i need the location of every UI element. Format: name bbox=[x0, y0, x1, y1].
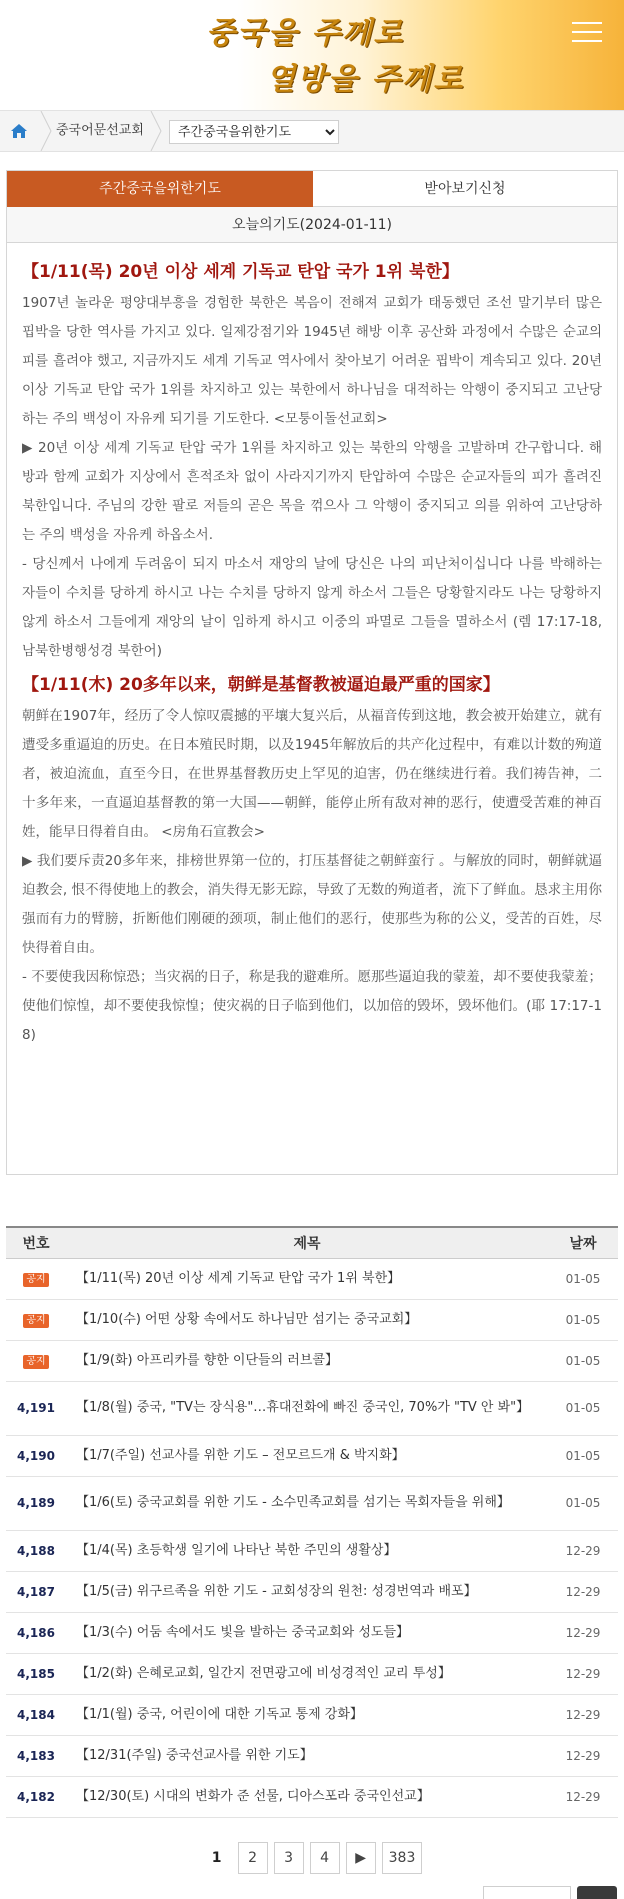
post-date: 12-29 bbox=[548, 1612, 618, 1653]
post-title-link[interactable]: 【1/6(토) 중국교회를 위한 기도 - 소수민족교회를 섬기는 목회자들을 위해】 bbox=[66, 1476, 548, 1530]
post-date: 01-05 bbox=[548, 1299, 618, 1340]
post-list-table bbox=[6, 1226, 618, 1818]
article-title-chinese: 【1/11(木) 20多年以来，朝鲜是基督教被逼迫最严重的国家】 bbox=[22, 675, 500, 695]
page-current: 1 bbox=[202, 1842, 232, 1874]
post-title-link[interactable]: 【1/4(목) 초등학생 일기에 나타난 북한 주민의 생활상】 bbox=[66, 1530, 548, 1571]
logo-line-2[interactable]: 열방을 주께로 bbox=[266, 62, 465, 97]
hamburger-menu-icon[interactable] bbox=[572, 20, 602, 44]
prayer-article bbox=[22, 259, 602, 1050]
table-row[interactable] bbox=[6, 1776, 618, 1817]
post-number: 4,183 bbox=[6, 1735, 66, 1776]
post-title-link[interactable]: 【1/7(주일) 선교사를 위한 기도 – 전모르드개 & 박지화】 bbox=[66, 1435, 548, 1476]
post-number: 4,185 bbox=[6, 1653, 66, 1694]
tab-bar bbox=[7, 171, 617, 207]
table-row[interactable] bbox=[6, 1258, 618, 1299]
post-date: 01-05 bbox=[548, 1476, 618, 1530]
post-title-link[interactable]: 【12/31(주일) 중국선교사를 위한 기도】 bbox=[66, 1735, 548, 1776]
breadcrumb-separator bbox=[150, 111, 162, 151]
article-paragraph: ▶ 我们要斥责20多年来，排榜世界第一位的，打压基督徒之朝鲜蛮行 。与解放的同时，朝鲜就逼迫教会, 恨不得使地上的教会，消失得无影无踪，导致了无数的殉道者，流下了鲜血。恳求主用你强而有力的臂膀，折断他们刚硬的颈项，制止他们的恶行，使那些为称的公义，受苦的百姓，尽快得着自由。 bbox=[22, 853, 602, 956]
next-page-icon[interactable]: ▶ bbox=[346, 1842, 376, 1874]
page-link[interactable]: 2 bbox=[238, 1842, 268, 1874]
pagination bbox=[0, 1842, 624, 1876]
table-row[interactable] bbox=[6, 1653, 618, 1694]
post-date: 01-05 bbox=[548, 1435, 618, 1476]
tab-subscribe[interactable]: 받아보기신청 bbox=[313, 171, 617, 207]
breadcrumb-item-mission[interactable]: 중국어문선교회 bbox=[56, 123, 144, 138]
post-title-link[interactable]: 【1/9(화) 아프리카를 향한 이단들의 러브콜】 bbox=[66, 1340, 548, 1381]
column-header-date: 날짜 bbox=[548, 1227, 618, 1258]
post-date: 12-29 bbox=[548, 1776, 618, 1817]
post-number: 4,190 bbox=[6, 1435, 66, 1476]
notice-badge: 공지 bbox=[23, 1355, 48, 1369]
post-title-link[interactable]: 【1/2(화) 은혜로교회, 일간지 전면광고에 비성경적인 교리 투성】 bbox=[66, 1653, 548, 1694]
table-row[interactable] bbox=[6, 1530, 618, 1571]
post-date: 01-05 bbox=[548, 1340, 618, 1381]
post-number: 4,189 bbox=[6, 1476, 66, 1530]
post-date: 12-29 bbox=[548, 1571, 618, 1612]
table-row[interactable] bbox=[6, 1571, 618, 1612]
post-number: 4,184 bbox=[6, 1694, 66, 1735]
post-number: 4,182 bbox=[6, 1776, 66, 1817]
post-title-link[interactable]: 【12/30(토) 시대의 변화가 준 선물, 디아스포라 중국인선교】 bbox=[66, 1776, 548, 1817]
article-paragraph: - 不要使我因称惊恐；当灾祸的日子，称是我的避难所。愿那些逼迫我的蒙羞，却不要使我蒙羞；使他们惊惶，却不要使我惊惶；使灾祸的日子临到他们，以加倍的毁坏，毁坏他们。(耶 17:17-18) bbox=[22, 969, 602, 1043]
table-row[interactable] bbox=[6, 1381, 618, 1435]
board-select[interactable] bbox=[169, 120, 339, 144]
post-date: 01-05 bbox=[548, 1381, 618, 1435]
post-date: 12-29 bbox=[548, 1653, 618, 1694]
post-number: 4,186 bbox=[6, 1612, 66, 1653]
table-row[interactable] bbox=[6, 1612, 618, 1653]
post-title-link[interactable]: 【1/5(금) 위구르족을 위한 기도 - 교회성장의 원천: 성경번역과 배포】 bbox=[66, 1571, 548, 1612]
notice-badge: 공지 bbox=[23, 1273, 48, 1287]
post-number: 4,187 bbox=[6, 1571, 66, 1612]
post-title-link[interactable]: 【1/8(월) 중국, "TV는 장식용"…휴대전화에 빠진 중국인, 70%가 "TV 안 봐"】 bbox=[66, 1381, 548, 1435]
notice-badge: 공지 bbox=[23, 1314, 48, 1328]
prayer-content-box bbox=[6, 170, 618, 1175]
table-row[interactable] bbox=[6, 1340, 618, 1381]
column-header-number: 번호 bbox=[6, 1227, 66, 1258]
article-paragraph: 1907년 놀라운 평양대부흥을 경험한 북한은 복음이 전해져 교회가 태동했던 조선 말기부터 많은 핍박을 당한 역사를 가지고 있다. 일제강점기와 1945년 해방 이후 공산화 과정에서 수많은 순교의 피를 흘려야 했고, 지금까지도 세계 기독교 역사에서 찾아보기 어려운 핍박이 계속되고 있다. 20년 이상 기독교 탄압 국가 1위를 차지하고 있는 북한에서 하나님을 대적하는 악행이 중지되고 고난당하는 주의 백성이 자유케 되기를 기도한다. <모퉁이돌선교회> bbox=[22, 295, 602, 427]
post-date: 12-29 bbox=[548, 1694, 618, 1735]
breadcrumb bbox=[0, 110, 624, 152]
tab-weekly-prayer[interactable]: 주간중국을위한기도 bbox=[7, 171, 313, 207]
home-icon[interactable] bbox=[0, 111, 38, 151]
breadcrumb-separator bbox=[40, 111, 52, 151]
search-input[interactable] bbox=[483, 1886, 571, 1899]
today-prayer-label: 오늘의기도(2024-01-11) bbox=[7, 207, 617, 243]
table-row[interactable] bbox=[6, 1476, 618, 1530]
page-last[interactable]: 383 bbox=[382, 1842, 423, 1874]
table-row[interactable] bbox=[6, 1299, 618, 1340]
post-title-link[interactable]: 【1/10(수) 어떤 상황 속에서도 하나님만 섬기는 중국교회】 bbox=[66, 1299, 548, 1340]
column-header-title: 제목 bbox=[66, 1227, 548, 1258]
post-number: 4,188 bbox=[6, 1530, 66, 1571]
post-title-link[interactable]: 【1/3(수) 어둠 속에서도 빛을 발하는 중국교회와 성도들】 bbox=[66, 1612, 548, 1653]
post-date: 12-29 bbox=[548, 1530, 618, 1571]
post-title-link[interactable]: 【1/1(월) 중국, 어린이에 대한 기독교 통제 강화】 bbox=[66, 1694, 548, 1735]
logo-line-1[interactable]: 중국을 주께로 bbox=[206, 16, 405, 51]
table-row[interactable] bbox=[6, 1694, 618, 1735]
table-row[interactable] bbox=[6, 1435, 618, 1476]
search-button[interactable] bbox=[577, 1886, 617, 1899]
page-link[interactable]: 3 bbox=[274, 1842, 304, 1874]
article-paragraph: - 당신께서 나에게 두려움이 되지 마소서 재앙의 날에 당신은 나의 피난처이십니다 나를 박해하는 자들이 수치를 당하게 하시고 나는 수치를 당하지 않게 하소서 그들은 당황할지라도 나는 당황하지 않게 하소서 그들에게 재앙의 날이 임하게 하시고 이중의 파멸로 그들을 멸하소서 (렘 17:17-18, 남북한병행성경 북한어) bbox=[22, 556, 602, 659]
article-paragraph: ▶ 20년 이상 세계 기독교 탄압 국가 1위를 차지하고 있는 북한의 악행을 고발하며 간구합니다. 해방과 함께 교회가 지상에서 흔적조차 없이 사라지기까지 탄압하여 수많은 순교자들의 피가 흘려진 북한입니다. 주님의 강한 팔로 저들의 곧은 목을 꺾으사 그 악행이 중지되고 의를 위하여 고난당하는 주의 백성을 자유케 하옵소서. bbox=[22, 440, 602, 543]
post-date: 12-29 bbox=[548, 1735, 618, 1776]
table-row[interactable] bbox=[6, 1735, 618, 1776]
site-header bbox=[0, 0, 624, 110]
article-title-korean: 【1/11(목) 20년 이상 세계 기독교 탄압 국가 1위 북한】 bbox=[22, 262, 459, 282]
article-paragraph: 朝鲜在1907年，经历了令人惊叹震撼的平壤大复兴后，从福音传到这地，教会被开始建立，就有遭受多重逼迫的历史。在日本殖民时期，以及1945年解放后的共产化过程中，有难以计数的殉道者，被迫流血，直至今日，在世界基督教历史上罕见的迫害，仍在继续进行着。我们祷告神，二十多年来，一直逼迫基督教的第一大国——朝鲜，能停止所有敌对神的恶行，使遭受苦难的神百姓，能早日得着自由。 <房角石宣教会> bbox=[22, 708, 602, 840]
post-date: 01-05 bbox=[548, 1258, 618, 1299]
page-link[interactable]: 4 bbox=[310, 1842, 340, 1874]
post-title-link[interactable]: 【1/11(목) 20년 이상 세계 기독교 탄압 국가 1위 북한】 bbox=[66, 1258, 548, 1299]
table-header-row bbox=[6, 1227, 618, 1258]
post-number: 4,191 bbox=[6, 1381, 66, 1435]
